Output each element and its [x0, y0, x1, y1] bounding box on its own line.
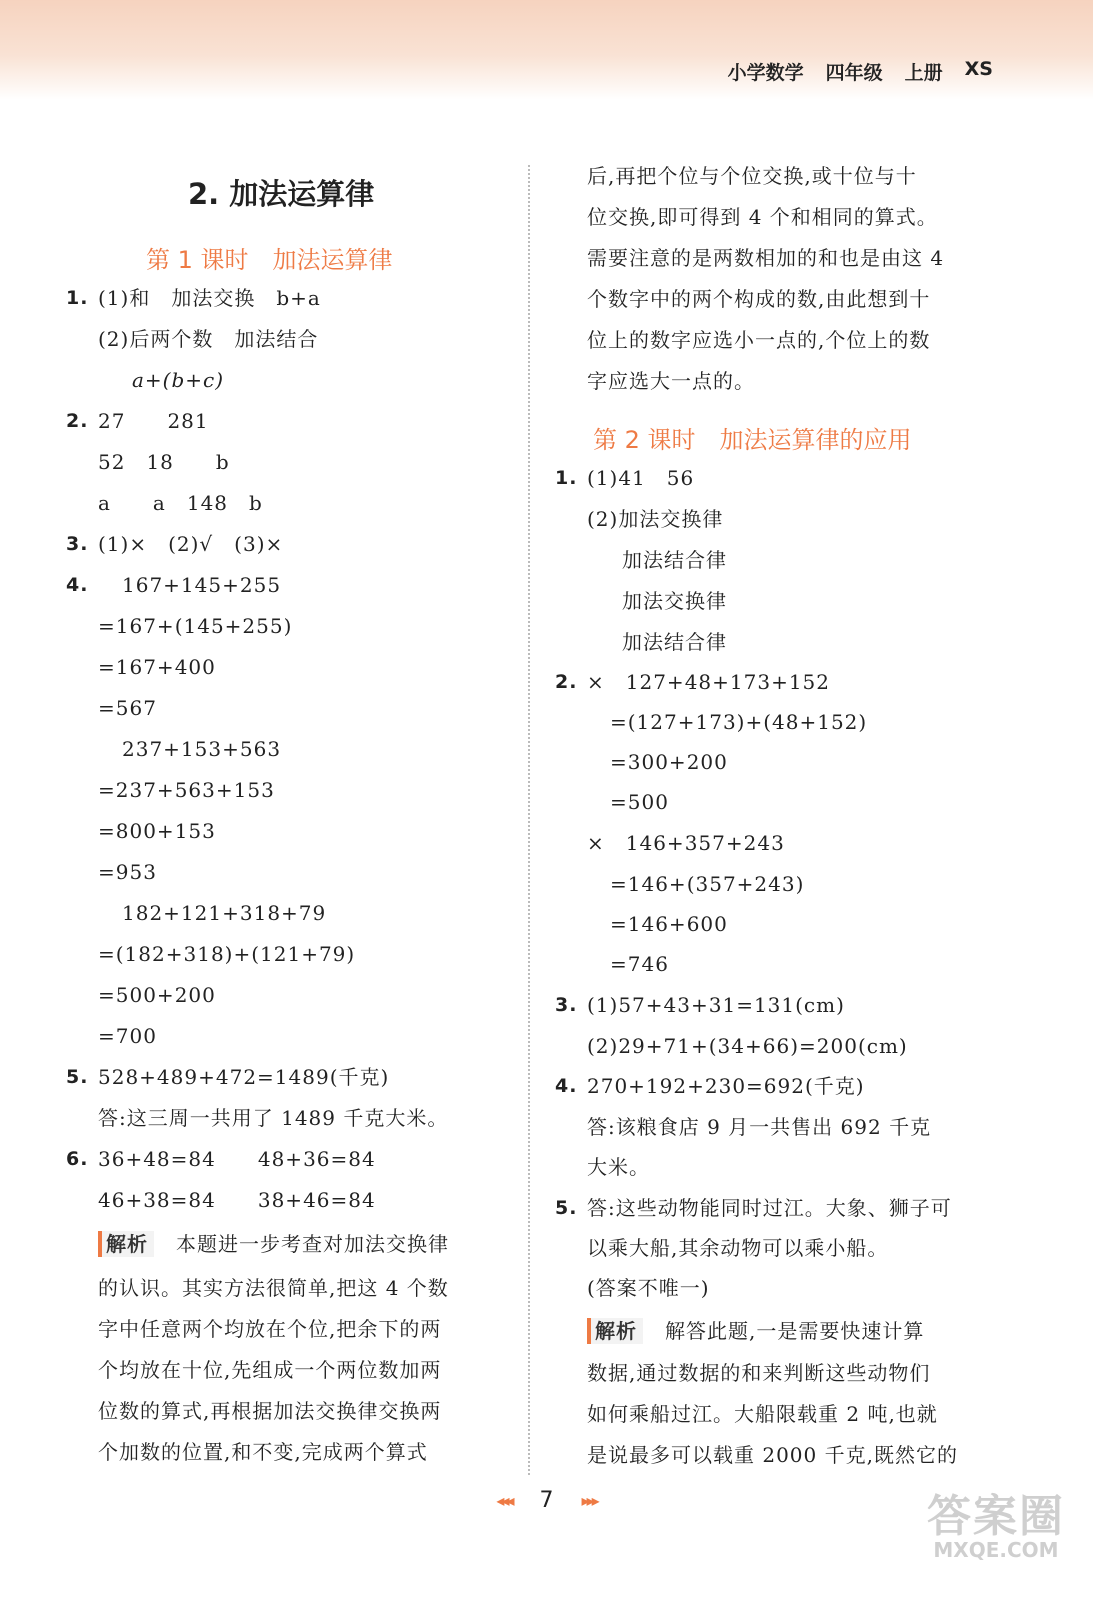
left-q4-number: 4.: [66, 574, 89, 596]
left-analysis-line: 个加数的位置,和不变,完成两个算式: [98, 1440, 428, 1464]
right-q1-law: 加法结合律: [622, 630, 727, 654]
right-q2-step: =146+(357+243): [610, 872, 805, 896]
right-analysis-text: 解答此题,一是需要快速计算: [665, 1319, 925, 1343]
right-q1-line1: (1)41 56: [587, 466, 695, 490]
right-cont-line: 个数字中的两个构成的数,由此想到十: [587, 287, 931, 311]
right-q2-step: =300+200: [610, 750, 728, 774]
left-q5-line1: 528+489+472=1489(千克): [98, 1065, 390, 1089]
left-q2-line3: a a 148 b: [98, 491, 263, 515]
book-info: [728, 58, 993, 85]
right-q3-line2: (2)29+71+(34+66)=200(cm): [587, 1034, 908, 1058]
column-divider: [528, 165, 530, 1475]
left-q1-number: 1.: [66, 287, 89, 309]
left-q4-step: =(182+318)+(121+79): [98, 942, 356, 966]
analysis-tag: 解析: [98, 1231, 154, 1257]
left-q3-line1: (1)× (2)√ (3)×: [98, 532, 284, 556]
left-analysis-line: 位数的算式,再根据加法交换律交换两: [98, 1399, 442, 1423]
right-q1-law: 加法交换律: [622, 589, 727, 613]
left-q4-step: =567: [98, 696, 157, 720]
right-q4-line3: 大米。: [587, 1155, 650, 1179]
right-q5-line1: 答:这些动物能同时过江。大象、狮子可: [587, 1196, 952, 1220]
right-analysis-line: 是说最多可以载重 2000 千克,既然它的: [587, 1443, 958, 1467]
left-q3-number: 3.: [66, 533, 89, 555]
left-q4-step: =237+563+153: [98, 778, 275, 802]
right-q1-line2: (2)加法交换律: [587, 507, 724, 531]
right-q2-step: =146+600: [610, 912, 728, 936]
right-q3-line1: (1)57+43+31=131(cm): [587, 993, 845, 1017]
left-analysis-line: 的认识。其实方法很简单,把这 4 个数: [98, 1276, 449, 1300]
right-cont-line: 需要注意的是两数相加的和也是由这 4: [587, 246, 945, 270]
left-q4-step: =500+200: [98, 983, 216, 1007]
watermark-logo: [921, 1480, 1071, 1580]
right-arrows-icon: ▸▸▸: [581, 1490, 597, 1510]
left-q2-line1: 27 281: [98, 409, 209, 433]
right-q2-number: 2.: [555, 671, 578, 693]
left-q4-step: 167+145+255: [122, 573, 282, 597]
right-q2-step: =(127+173)+(48+152): [610, 710, 868, 734]
right-q4-line2: 答:该粮食店 9 月一共售出 692 千克: [587, 1115, 932, 1139]
left-q5-line2: 答:这三周一共用了 1489 千克大米。: [98, 1106, 449, 1130]
grade: 四年级: [825, 62, 883, 84]
lesson-2-heading: 第 2 课时 加法运算律的应用: [593, 426, 912, 454]
right-q2-step: =746: [610, 952, 669, 976]
left-q4-step: =700: [98, 1024, 157, 1048]
left-q4-step: 237+153+563: [122, 737, 282, 761]
page-number: 7: [539, 1487, 554, 1513]
left-analysis-line: [98, 1230, 449, 1258]
left-analysis-line: 个均放在十位,先组成一个两位数加两: [98, 1358, 442, 1382]
right-q5-line2: 以乘大船,其余动物可以乘小船。: [587, 1236, 889, 1260]
right-analysis-line: 如何乘船过江。大船限载重 2 吨,也就: [587, 1402, 938, 1426]
left-analysis-line: 字中任意两个均放在个位,把余下的两: [98, 1317, 442, 1341]
left-analysis-text: 本题进一步考查对加法交换律: [176, 1232, 449, 1256]
left-q6-line1: 36+48=84 48+36=84: [98, 1147, 376, 1171]
left-arrows-icon: ◂◂◂: [496, 1490, 512, 1510]
right-q5-line3: (答案不唯一): [587, 1276, 710, 1300]
right-q3-number: 3.: [555, 994, 578, 1016]
left-q5-number: 5.: [66, 1066, 89, 1088]
right-q2-first: × 127+48+173+152: [587, 670, 831, 694]
left-q1-line1: (1)和 加法交换 b+a: [98, 286, 321, 310]
edition: XS: [964, 58, 993, 80]
right-cont-line: 位上的数字应选小一点的,个位上的数: [587, 328, 931, 352]
header-band: [0, 0, 1093, 100]
analysis-tag: 解析: [587, 1318, 643, 1344]
left-q4-step: =167+400: [98, 655, 216, 679]
left-q2-line2: 52 18 b: [98, 450, 230, 474]
subject: 小学数学: [727, 62, 804, 84]
left-q4-step: 182+121+318+79: [122, 901, 327, 925]
right-cont-line: 位交换,即可得到 4 个和相同的算式。: [587, 205, 938, 229]
left-q4-step: =800+153: [98, 819, 216, 843]
left-q4-step: =167+(145+255): [98, 614, 293, 638]
right-q1-number: 1.: [555, 467, 578, 489]
watermark-en: MXQE.COM: [933, 1538, 1059, 1562]
right-q4-number: 4.: [555, 1075, 578, 1097]
left-q4-step: =953: [98, 860, 157, 884]
left-q6-line2: 46+38=84 38+46=84: [98, 1188, 376, 1212]
left-q1-line2: (2)后两个数 加法结合: [98, 327, 319, 351]
right-q4-line1: 270+192+230=692(千克): [587, 1074, 865, 1098]
right-cont-line: 字应选大一点的。: [587, 369, 755, 393]
right-q2-step: =500: [610, 790, 669, 814]
section-title: 2. 加法运算律: [188, 177, 375, 211]
watermark-cn: 答案圈: [927, 1491, 1065, 1542]
left-q1-line3: a+(b+c): [132, 368, 225, 392]
left-q2-number: 2.: [66, 410, 89, 432]
right-q1-law: 加法结合律: [622, 548, 727, 572]
right-cont-line: 后,再把个位与个位交换,或十位与十: [587, 164, 917, 188]
right-q2-second: × 146+357+243: [587, 831, 785, 855]
volume: 上册: [904, 62, 943, 84]
lesson-1-heading: 第 1 课时 加法运算律: [146, 246, 393, 274]
right-analysis-line: 数据,通过数据的和来判断这些动物们: [587, 1361, 931, 1385]
right-q5-number: 5.: [555, 1197, 578, 1219]
left-q6-number: 6.: [66, 1148, 89, 1170]
right-analysis-line: [587, 1317, 924, 1345]
